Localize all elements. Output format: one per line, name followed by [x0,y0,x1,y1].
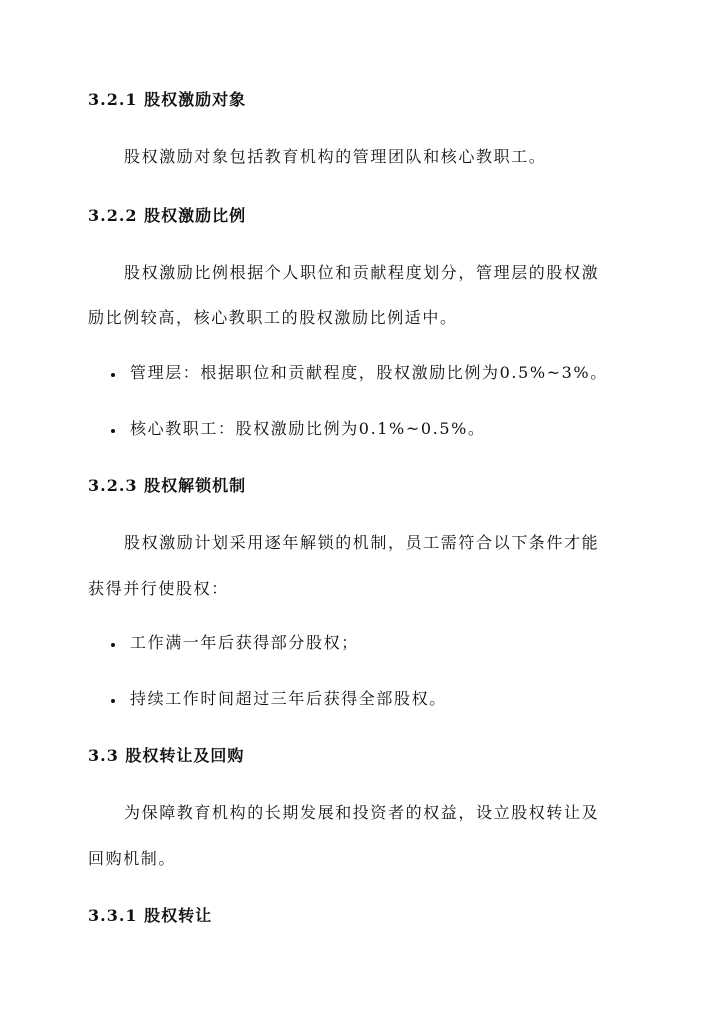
bullet-dot [111,699,115,703]
list-item: 核心教职工：股权激励比例为0.1%~0.5%。 [130,419,486,438]
paragraph-incentive-targets: 股权激励对象包括教育机构的管理团队和核心教职工。 [124,147,547,166]
list-item: 持续工作时间超过三年后获得全部股权。 [130,689,447,708]
bullet-dot [111,429,115,433]
bullet-dot [111,373,115,377]
paragraph-incentive-ratio-line2: 励比例较高，核心教职工的股权激励比例适中。 [88,308,458,327]
paragraph-unlock-mechanism-line2: 获得并行使股权： [88,579,229,598]
paragraph-transfer-buyback-line1: 为保障教育机构的长期发展和投资者的权益，设立股权转让及 [124,803,600,822]
paragraph-transfer-buyback-line2: 回购机制。 [88,849,177,868]
paragraph-incentive-ratio-line1: 股权激励比例根据个人职位和贡献程度划分，管理层的股权激 [124,263,600,282]
heading-3-2-3: 3.2.3 股权解锁机制 [88,476,247,495]
heading-3-3-1: 3.3.1 股权转让 [88,906,213,925]
list-item: 管理层：根据职位和贡献程度，股权激励比例为0.5%~3%。 [130,363,608,382]
bullet-dot [111,643,115,647]
paragraph-unlock-mechanism-line1: 股权激励计划采用逐年解锁的机制，员工需符合以下条件才能 [124,533,600,552]
list-item: 工作满一年后获得部分股权； [130,633,359,652]
heading-3-3: 3.3 股权转让及回购 [88,746,245,765]
heading-3-2-1: 3.2.1 股权激励对象 [88,90,247,109]
heading-3-2-2: 3.2.2 股权激励比例 [88,206,247,225]
